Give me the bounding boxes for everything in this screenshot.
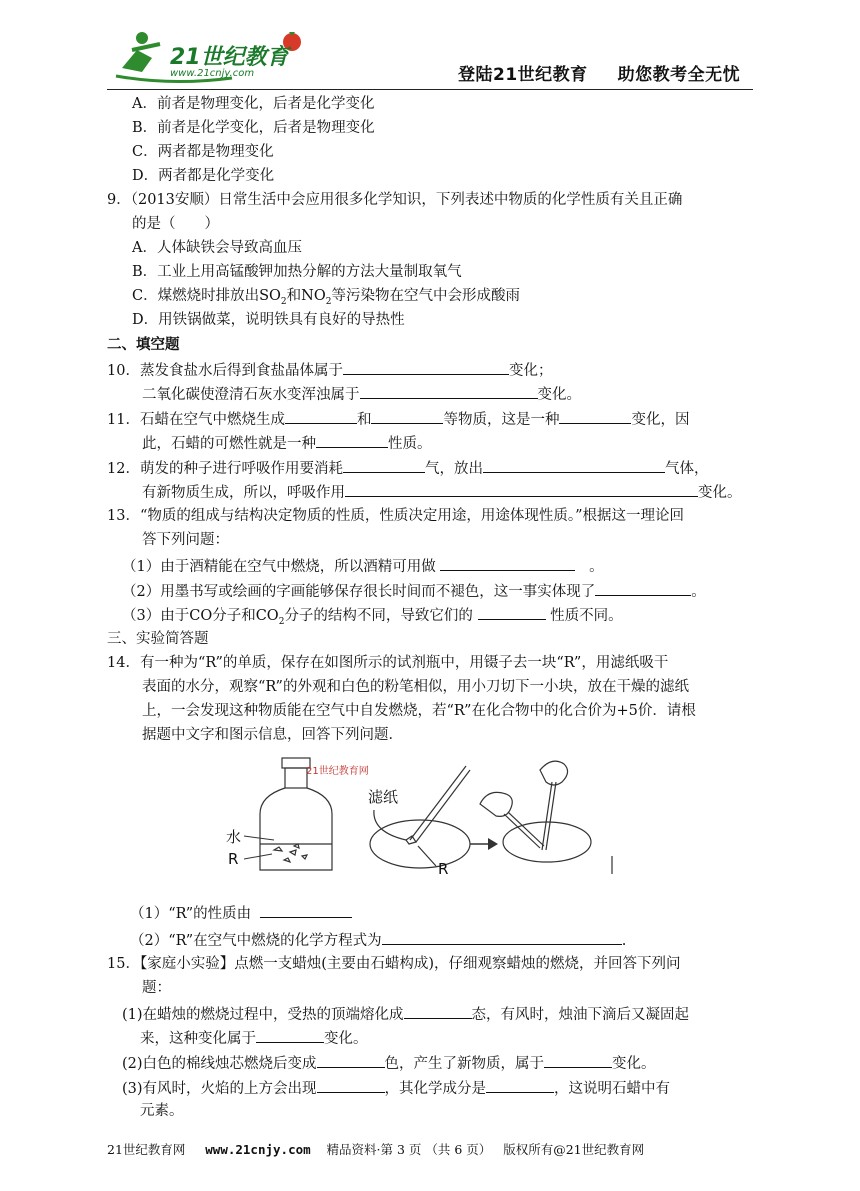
arrow-right-icon	[470, 838, 498, 850]
q8-option-a: A．前者是物理变化，后者是化学变化	[132, 96, 375, 112]
q11-blank-2[interactable]	[371, 408, 443, 424]
q9-option-b: B．工业上用高锰酸钾加热分解的方法大量制取氧气	[132, 264, 462, 280]
section-experiment-title: 三、实验简答题	[107, 631, 209, 647]
q12-blank-2[interactable]	[483, 457, 665, 473]
footer-page-info: 精品资料·第 3 页 （共 6 页）	[326, 1142, 492, 1157]
q12-line2: 有新物质生成，所以，呼吸作用 变化。	[142, 481, 742, 503]
footer-url-link[interactable]: www.21cnjy.com	[205, 1142, 311, 1157]
q11-blank-1[interactable]	[285, 408, 357, 424]
q13-blank-3[interactable]	[478, 604, 546, 620]
q14-line1: 14．有一种为“R”的单质，保存在如图所示的试剂瓶中，用镊子去一块“R”，用滤纸吸干	[107, 655, 669, 671]
figure-label-filter-paper: 滤纸	[368, 788, 399, 806]
site-logo	[112, 28, 312, 86]
q15-blank-1[interactable]	[404, 1003, 472, 1019]
q8-option-c: C．两者都是物理变化	[132, 144, 274, 160]
q14-sub1: （1）“R”的性质由	[130, 902, 352, 924]
q15-sub3-line2: 元素。	[140, 1103, 184, 1119]
figure-label-water: 水	[226, 828, 242, 846]
figure-watermark: 21世纪教育网	[306, 766, 369, 777]
q13-sub2: （2）用墨书写或绘画的字画能够保存很长时间而不褪色，这一事实体现了 。	[122, 580, 706, 602]
q14-sub2: （2）“R”在空气中燃烧的化学方程式为 .	[130, 929, 626, 951]
q15-blank-5[interactable]	[317, 1077, 385, 1093]
figure-label-r1: R	[228, 850, 239, 868]
q11-line1: 11．石蜡在空气中燃烧生成 和 等物质，这是一种 变化，因	[107, 408, 689, 430]
q15-blank-2[interactable]	[256, 1027, 324, 1043]
section-fill-in-title: 二、填空题	[107, 336, 180, 353]
q12-blank-1[interactable]	[343, 457, 425, 473]
q12-blank-3[interactable]	[345, 481, 698, 497]
q10-blank-2[interactable]	[360, 383, 538, 399]
q11-line2: 此，石蜡的可燃性就是一种 性质。	[142, 432, 432, 454]
q8-option-b: B．前者是化学变化，后者是物理变化	[132, 120, 375, 136]
q15-sub3-line1: (3)有风时，火焰的上方会出现 ，其化学成分是 ，这说明石蜡中有	[122, 1077, 670, 1099]
q15-blank-4[interactable]	[544, 1052, 612, 1068]
q13-sub1: （1）由于酒精能在空气中燃烧，所以酒精可用做 。	[122, 555, 604, 577]
q15-sub1-line2: 来，这种变化属于 变化。	[140, 1027, 368, 1049]
q9-option-d: D．用铁锅做菜，说明铁具有良好的导热性	[132, 312, 405, 328]
q8-option-d: D．两者都是化学变化	[132, 168, 275, 184]
footer-site: 21世纪教育网	[107, 1142, 186, 1157]
footer-copyright: 版权所有@21世纪教育网	[503, 1142, 645, 1157]
q13-line2: 答下列问题：	[142, 532, 229, 548]
q13-sub3: （3）由于CO分子和$CO_2$分子的结构不同，导致它们的 性质不同。	[122, 604, 623, 632]
header-slogan	[458, 60, 770, 85]
page-footer	[107, 1140, 644, 1158]
q15-blank-6[interactable]	[486, 1077, 554, 1093]
q9-option-c: C．煤燃烧时排放出$SO_2$和$NO_2$等污染物在空气中会形成酸雨	[132, 288, 520, 307]
q11-blank-3[interactable]	[559, 408, 631, 424]
q11-blank-4[interactable]	[316, 432, 388, 448]
slogan-left: 登陆21世纪教育	[458, 65, 588, 85]
q14-line2: 表面的水分，观察“R”的外观和白色的粉笔相似，用小刀切下一小块，放在干燥的滤纸	[142, 679, 689, 695]
figure-label-r2: R	[438, 860, 449, 878]
q15-sub1-line1: (1)在蜡烛的燃烧过程中，受热的顶端熔化成 态，有风时，烛油下滴后又凝固起	[122, 1003, 689, 1025]
q15-sub2: (2)白色的棉线烛芯燃烧后变成 色，产生了新物质，属于 变化。	[122, 1052, 656, 1074]
logo-url: www.21cnjy.com	[170, 68, 255, 79]
hands-cutting-icon	[480, 761, 591, 862]
q12-line1: 12．萌发的种子进行呼吸作用要消耗 气，放出 气体，	[107, 457, 708, 479]
q13-blank-1[interactable]	[440, 555, 575, 571]
logo-text: 21世纪教育	[170, 45, 289, 70]
q9-option-a: A．人体缺铁会导致高血压	[132, 240, 302, 256]
q10-line2: 二氧化碳使澄清石灰水变浑浊属于 变化。	[142, 383, 581, 405]
reagent-bottle-diagram	[222, 752, 622, 882]
q14-line4: 据题中文字和图示信息，回答下列问题．	[142, 727, 403, 743]
q14-line3: 上，一会发现这种物质能在空气中自发燃烧，若“R”在化合物中的化合价为+5价．请根	[142, 703, 696, 719]
filter-paper-icon	[370, 766, 470, 868]
q13-blank-2[interactable]	[595, 580, 691, 596]
q13-line1: 13．“物质的组成与结构决定物质的性质，性质决定用途，用途体现性质。”根据这一理论回	[107, 508, 685, 524]
q10-blank-1[interactable]	[343, 359, 509, 375]
header-rule	[107, 89, 753, 90]
q15-line1: 15．【家庭小实验】点燃一支蜡烛(主要由石蜡构成)，仔细观察蜡烛的燃烧，并回答下列问	[107, 956, 681, 972]
q14-blank-2[interactable]	[382, 929, 622, 945]
q9-stem-line1: 9．（2013安顺）日常生活中会应用很多化学知识，下列表述中物质的化学性质有关且正确	[107, 192, 683, 208]
q15-blank-3[interactable]	[317, 1052, 385, 1068]
q14-figure	[222, 752, 622, 882]
q15-line2: 题：	[142, 980, 171, 996]
slogan-right: 助您教考全无忧	[617, 65, 741, 85]
q9-stem-line2: 的是（ ）	[132, 216, 219, 232]
q14-blank-1[interactable]	[260, 902, 352, 918]
q10-line1: 10．蒸发食盐水后得到食盐晶体属于 变化；	[107, 359, 552, 381]
